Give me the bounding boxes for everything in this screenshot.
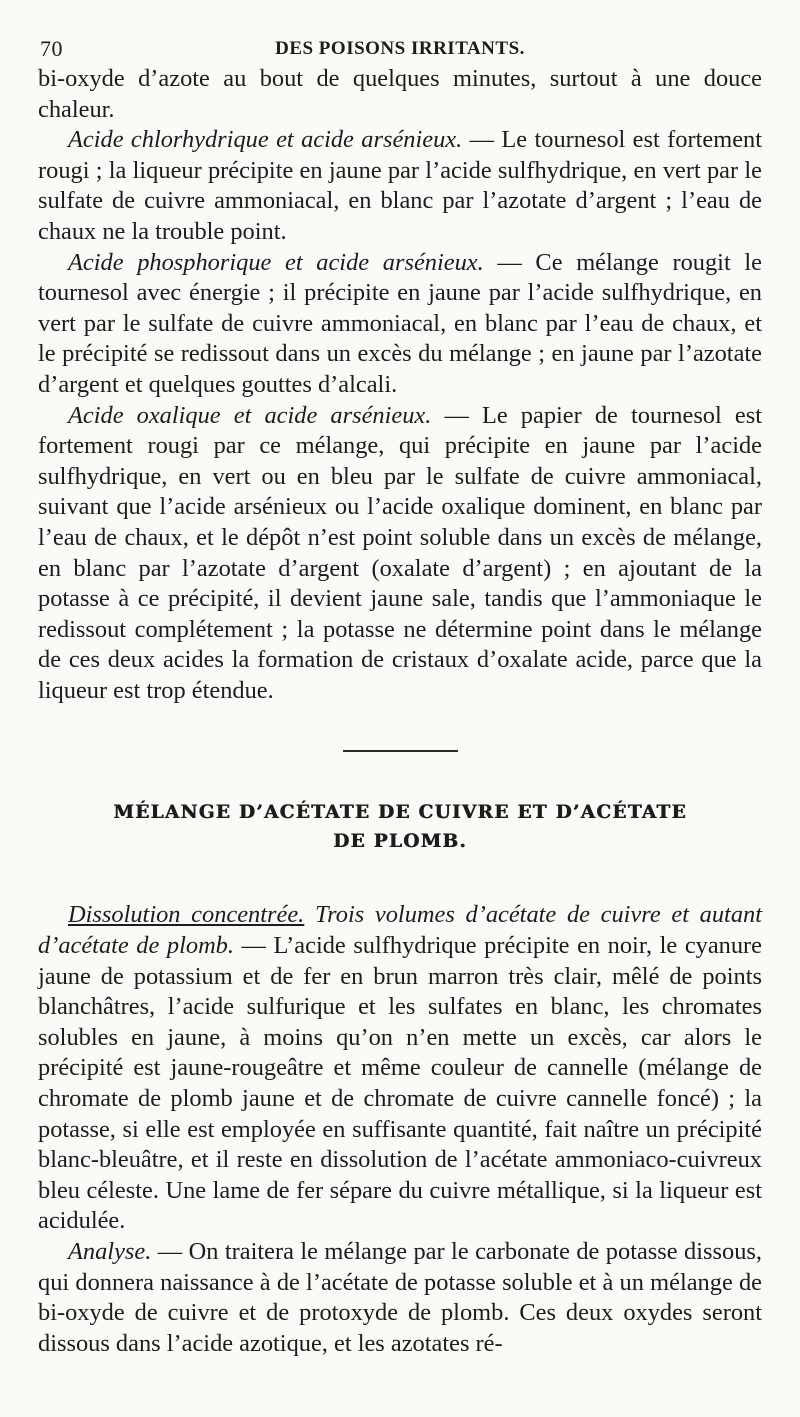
paragraph-lead: Acide oxalique et acide arsénieux. xyxy=(68,401,432,429)
paragraph-text: — On traitera le mélange par le carbonate de potasse dissous, qui donnera naissance à de l’acétate de potasse soluble et à un mélange de bi-oxyde de cuivre et de protoxyde de plomb. Ces deux oxydes seront dissous dans l’acide azotique, et les azotates ré- xyxy=(38,1238,762,1357)
underlined-lead: Dissolution concentrée. xyxy=(68,901,305,929)
paragraph-lead: Acide chlorhydrique et acide arsénieux. xyxy=(68,126,463,154)
paragraph-oxalique xyxy=(38,401,762,707)
paragraph-chlorhydrique xyxy=(38,125,762,247)
paragraph-text: — Le papier de tournesol est fortement rougi par ce mélange, qui précipite en jaune par l’acide sulfhydrique, en vert ou en bleu par le sulfate de cuivre ammoniacal, suivant que l’acide arsénieux ou l’acide oxalique dominent, en blanc par l’eau de chaux, et le dépôt n’est point soluble dans un excès de mélange, en blanc par l’azotate d’argent (oxalate d’argent) ; en ajoutant de la potasse à ce précipité, il devient jaune sale, tandis que l’ammoniaque le redissout complétement ; la potasse ne détermine point dans le mélange de ces deux acides la formation de cristaux d’oxalate acide, parce que la liqueur est trop étendue. xyxy=(38,401,762,704)
paragraph-lead: Analyse. xyxy=(68,1238,152,1265)
paragraph-lead: Acide phosphorique et acide arsénieux. xyxy=(68,248,484,276)
paragraph-text: — L’acide sulfhydrique précipite en noir, le cyanure jaune de potassium et de fer en brun marron très clair, mêlé de points blanchâtres, l’acide sulfurique et les sulfates en blanc, les chromates solubles en jaune, à moins qu’on n’en mette un excès, car alors le précipité est jaune-rougeâtre et même couleur de cannelle (mélange de chromate de plomb jaune et de chromate de cuivre cannelle foncé) ; la potasse, si elle est employée en suffisante quantité, fait naître un précipité blanc-bleuâtre, et il reste en dissolution de l’acétate ammoniaco-cuivreux bleu céleste. Une lame de fer sépare du cuivre métallique, si la liqueur est acidulée. xyxy=(38,932,762,1235)
paragraph-analyse xyxy=(38,1237,762,1359)
paragraph-continuation: bi-oxyde d’azote au bout de quelques minutes, surtout à une douce chaleur. xyxy=(38,65,762,123)
running-title: DES POISONS IRRITANTS. xyxy=(275,38,525,59)
paragraph-text: — Ce mélange rougit le tournesol avec énergie ; il précipite en jaune par l’acide sulfhydrique, en vert par le sulfate de cuivre ammoniacal, en blanc par l’eau de chaux, et le précipité se redissout dans un excès du mélange ; en jaune par l’azotate d’argent et quelques gouttes d’alcali. xyxy=(38,248,763,398)
section-divider xyxy=(343,750,458,752)
paragraph-text: — Le tournesol est fortement rougi ; la liqueur précipite en jaune par l’acide sulfhydrique, en vert par le sulfate de cuivre ammoniacal, en blanc par l’azotate d’argent ; l’eau de chaux ne la trouble point. xyxy=(38,126,762,245)
book-page xyxy=(38,30,762,1410)
paragraph-dissolution xyxy=(38,900,762,1237)
section-title xyxy=(38,798,762,856)
section-title-line: MÉLANGE D’ACÉTATE DE CUIVRE ET D’ACÉTATE xyxy=(113,802,687,824)
page-header xyxy=(38,30,762,64)
lead-rest: Trois volumes d’acétate de cuivre et autant d’acétate de plomb. xyxy=(38,901,763,960)
section-body xyxy=(38,900,762,1359)
page-number: 70 xyxy=(40,36,63,61)
paragraph-phosphorique xyxy=(38,248,762,401)
section-title-line: DE PLOMB. xyxy=(333,831,467,853)
